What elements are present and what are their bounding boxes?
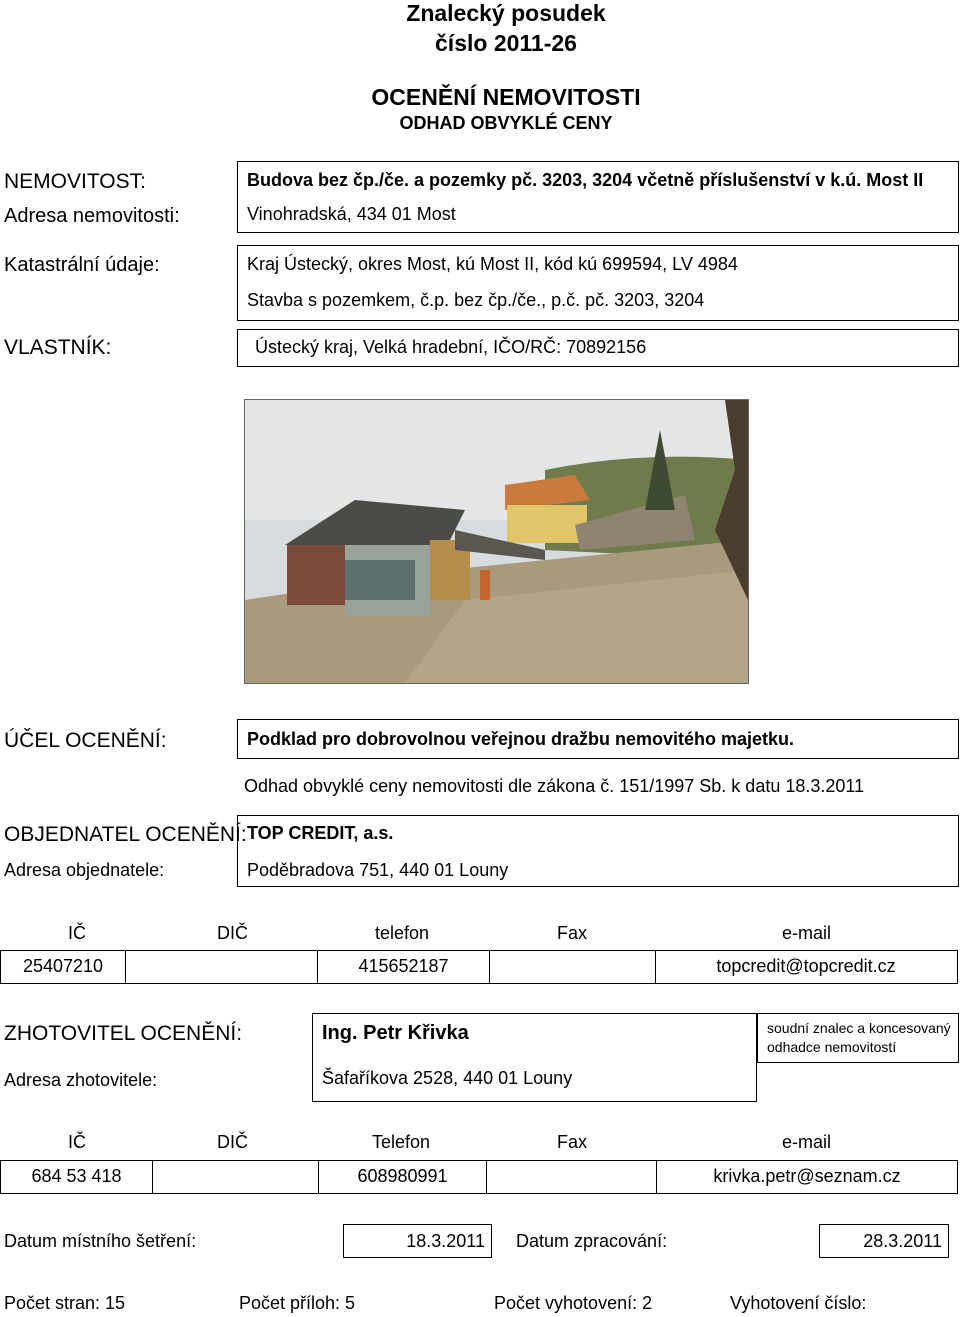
- cadastre-box: [237, 245, 959, 321]
- property-address-label: Adresa nemovitosti:: [4, 205, 180, 227]
- author-header-phone: Telefon: [372, 1132, 431, 1152]
- property-label: NEMOVITOST:: [4, 170, 146, 193]
- client-header-fax: Fax: [557, 923, 588, 943]
- client-label: OBJEDNATEL OCENĚNÍ:: [4, 823, 247, 846]
- author-name: Ing. Petr Křivka: [322, 1022, 469, 1044]
- author-contact-row: [0, 1160, 958, 1194]
- processing-date-value: 28.3.2011: [863, 1231, 942, 1251]
- client-ic-value: 25407210: [1, 951, 126, 983]
- author-role-line2: odhadce nemovitostí: [767, 1039, 897, 1055]
- copies-count: Počet vyhotovení: 2: [494, 1293, 653, 1313]
- document-title: Znalecký posudek: [406, 0, 606, 26]
- author-phone-value: 608980991: [319, 1161, 487, 1193]
- purpose-value: Podklad pro dobrovolnou veřejnou dražbu nemovitého majetku.: [247, 729, 795, 749]
- inspection-date-label: Datum místního šetření:: [4, 1231, 197, 1251]
- author-header-ic: IČ: [68, 1132, 86, 1152]
- client-email-value: topcredit@topcredit.cz: [716, 956, 896, 976]
- client-header-ic: IČ: [68, 923, 86, 943]
- client-value: TOP CREDIT, a.s.: [247, 823, 394, 843]
- author-address-label: Adresa zhotovitele:: [4, 1070, 158, 1090]
- section-heading: OCENĚNÍ NEMOVITOSTI: [371, 84, 641, 110]
- client-dic-value: [126, 951, 318, 983]
- inspection-date-box: [343, 1224, 492, 1258]
- author-header-email: e-mail: [782, 1132, 832, 1152]
- inspection-date-value: 18.3.2011: [406, 1231, 485, 1251]
- cadastre-line1: Kraj Ústecký, okres Most, kú Most II, kód kú 699594, LV 4984: [247, 254, 738, 274]
- owner-label: VLASTNÍK:: [4, 336, 112, 359]
- author-dic-value: [153, 1161, 319, 1193]
- client-header-email: e-mail: [782, 923, 832, 943]
- document-number: číslo 2011-26: [435, 30, 577, 56]
- client-address-value: Poděbradova 751, 440 01 Louny: [247, 860, 509, 880]
- client-header-dic: DIČ: [217, 923, 248, 943]
- author-role-line1: soudní znalec a koncesovaný: [767, 1020, 951, 1036]
- author-header-fax: Fax: [557, 1132, 588, 1152]
- client-box: [237, 815, 959, 887]
- property-value: Budova bez čp./če. a pozemky pč. 3203, 3204 včetně příslušenství v k.ú. Most II: [247, 170, 924, 190]
- author-email-value: krivka.petr@seznam.cz: [713, 1166, 901, 1186]
- copy-number: Vyhotovení číslo:: [730, 1293, 867, 1313]
- author-ic-value: 684 53 418: [1, 1161, 153, 1193]
- author-label: ZHOTOVITEL OCENĚNÍ:: [4, 1022, 243, 1045]
- processing-date-box: [819, 1224, 949, 1258]
- valuation-note: Odhad obvyklé ceny nemovitosti dle zákona č. 151/1997 Sb. k datu 18.3.2011: [244, 776, 865, 796]
- owner-box: [237, 329, 959, 367]
- author-box: [312, 1013, 757, 1102]
- author-address-value: Šafaříkova 2528, 440 01 Louny: [322, 1068, 573, 1088]
- client-header-phone: telefon: [375, 923, 430, 943]
- purpose-box: [237, 719, 959, 759]
- client-contact-row: [0, 950, 958, 984]
- client-phone-value: 415652187: [318, 951, 490, 983]
- processing-date-label: Datum zpracování:: [516, 1231, 668, 1251]
- page-count: Počet stran: 15: [4, 1293, 126, 1313]
- property-photo: [244, 399, 749, 684]
- property-box: [237, 161, 959, 233]
- author-header-dic: DIČ: [217, 1132, 248, 1152]
- cadastre-label: Katastrální údaje:: [4, 254, 160, 276]
- cadastre-line2: Stavba s pozemkem, č.p. bez čp./če., p.č. pč. 3203, 3204: [247, 290, 705, 310]
- property-address-value: Vinohradská, 434 01 Most: [247, 204, 456, 224]
- purpose-label: ÚČEL OCENĚNÍ:: [4, 729, 167, 752]
- client-fax-value: [490, 951, 656, 983]
- author-role-box: [757, 1013, 959, 1063]
- section-subheading: ODHAD OBVYKLÉ CENY: [399, 113, 613, 133]
- client-address-label: Adresa objednatele:: [4, 860, 165, 880]
- attachment-count: Počet příloh: 5: [239, 1293, 356, 1313]
- author-fax-value: [487, 1161, 657, 1193]
- owner-value: Ústecký kraj, Velká hradební, IČO/RČ: 70892156: [255, 337, 647, 357]
